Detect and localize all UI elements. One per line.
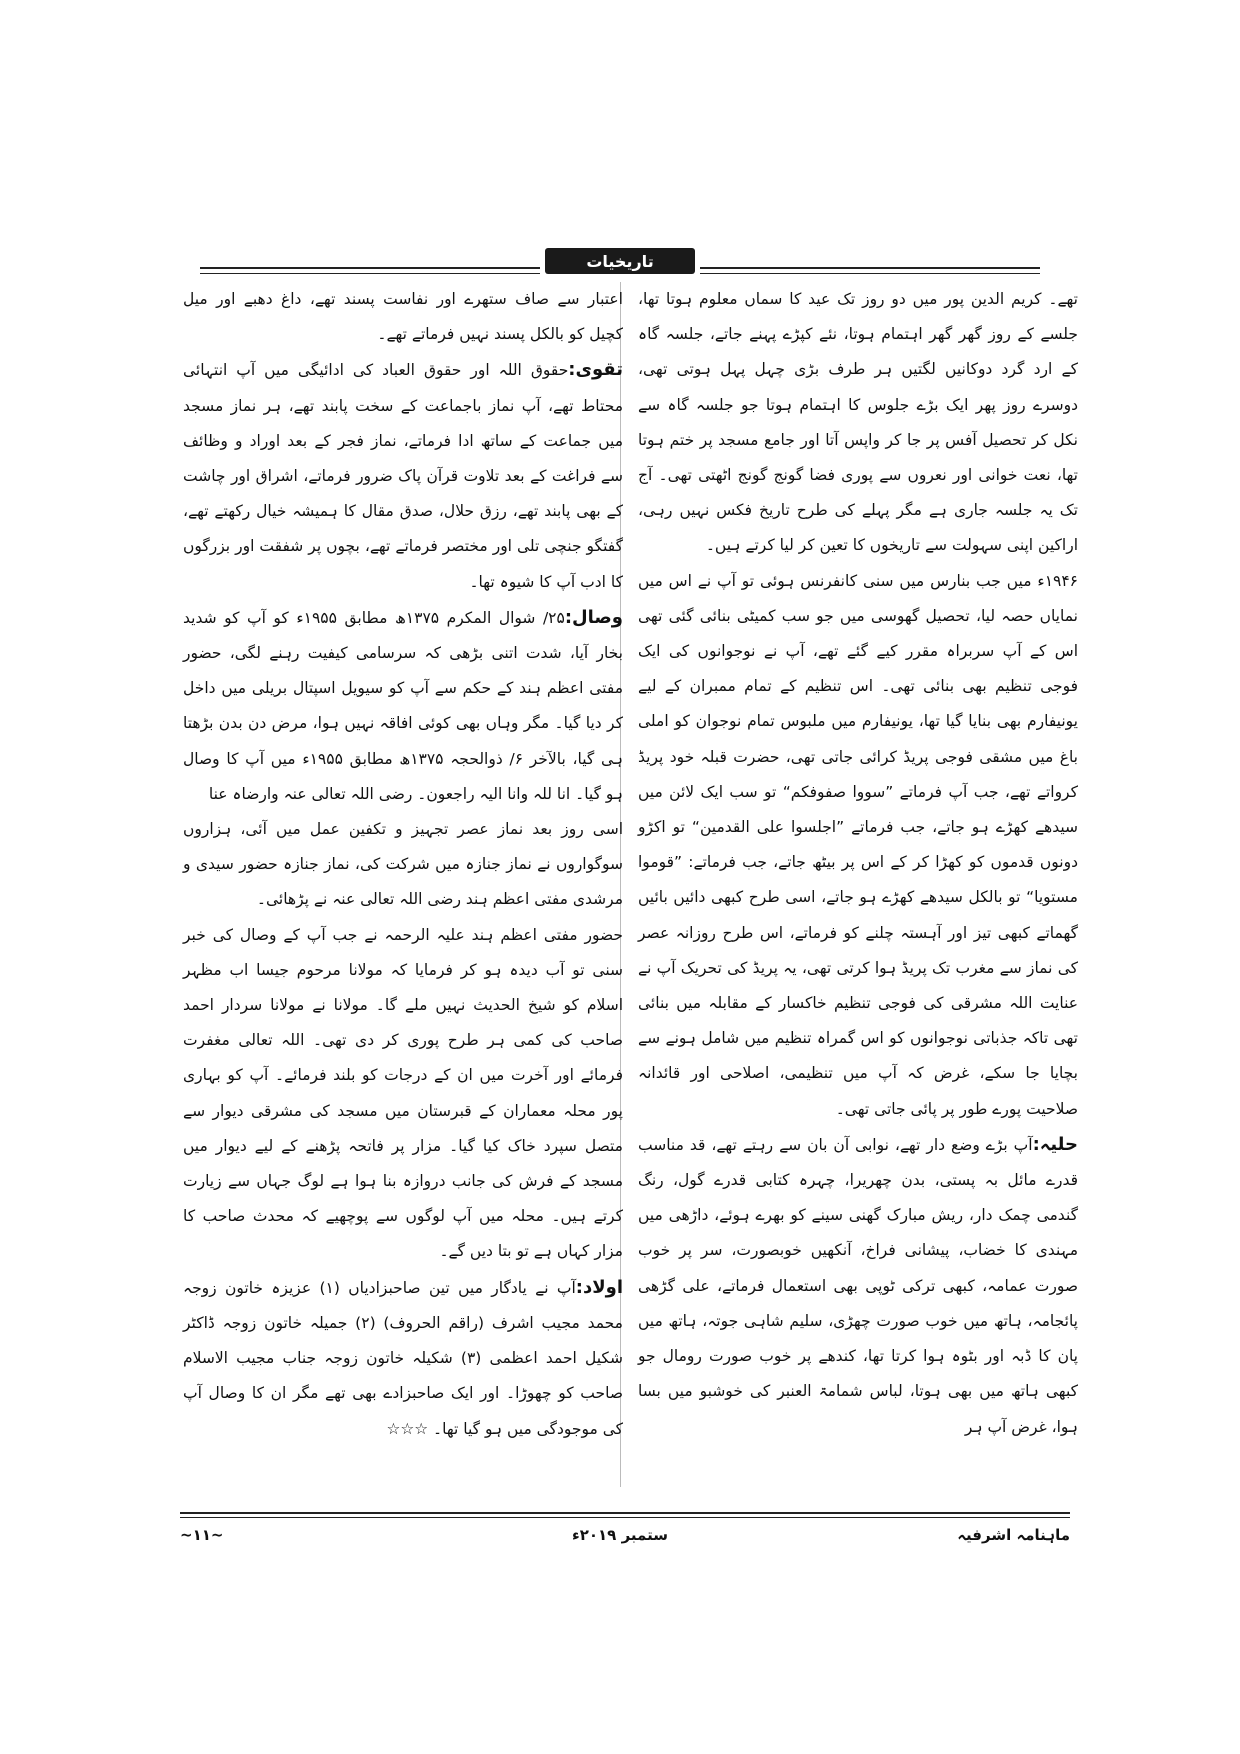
paragraph-text: آپ بڑے وضع دار تھے، نوابی آن بان سے رہتے تھے، قد مناسب قدرے مائل بہ پستی، بدن چھریرا، چہرہ کتابی قدرے گول، رنگ گندمی چمک دار، ریش مبارک گھنی سینے کو بھرے ہوئے، داڑھی میں مہندی کا خضاب، پیشانی فراخ، آنکھیں خوبصورت، سر پر خوب صورت عمامہ، کبھی ترکی ٹوپی بھی استعمال فرماتے، علی گڑھی پائجامہ، ہاتھ میں خوب صورت چھڑی، سلیم شاہی جوتہ، ہاتھ میں پان کا ڈبہ اور بٹوہ ہوا کرتا تھا، کندھے پر خوب صورت رومال جو کبھی ہاتھ میں بھی ہوتا، لباس شمامۃ العنبر کی خوشبو میں بسا ہوا، غرض آپ ہر (638, 1135, 1078, 1436)
paragraph (183, 812, 623, 918)
paragraph-heading: حلیہ: (1032, 1133, 1078, 1155)
paragraph (183, 1270, 623, 1447)
paragraph-text: ۲۵/ شوال المکرم ۱۳۷۵ھ مطابق ۱۹۵۵ء کو آپ کو شدید بخار آیا، شدت اتنی بڑھی کہ سرسامی کیفیت رہنے لگی، حضور مفتی اعظم ہند کے حکم سے آپ کو سیویل اسپتال بریلی میں داخل کر دیا گیا۔ مگر وہاں بھی کوئی افاقہ نہیں ہوا، مرض دن بدن بڑھتا ہی گیا، بالآخر ۶/ ذوالحجہ ۱۳۷۵ھ مطابق ۱۹۵۵ء میں آپ کا وصال ہو گیا۔ انا للہ وانا الیہ راجعون۔ رضی اللہ تعالی عنہ وارضاہ عنا (183, 608, 623, 803)
paragraph (638, 282, 1078, 564)
paragraph-heading: اولاد: (575, 1276, 623, 1298)
paragraph-text: اسی روز بعد نماز عصر تجہیز و تکفین عمل میں آئی، ہزاروں سوگواروں نے نماز جنازہ میں شرکت کی، نماز جنازہ حضور سیدی و مرشدی مفتی اعظم ہند رضی اللہ تعالی عنہ نے پڑھائی۔ (183, 820, 623, 909)
paragraph-text: حقوق اللہ اور حقوق العباد کی ادائیگی میں آپ انتہائی محتاط تھے، آپ نماز باجماعت کے سخت پابند تھے، ہر نماز مسجد میں جماعت کے ساتھ ادا فرماتے، نماز فجر کے بعد اوراد و وظائف سے فراغت کے بعد تلاوت قرآن پاک ضرور فرماتے، اشراق اور چاشت کے بھی پابند تھے، رزق حلال، صدق مقال کا ہمیشہ خیال رکھتے تھے، گفتگو جنچی تلی اور مختصر فرماتے تھے، بچوں پر شفقت اور بزرگوں کا ادب آپ کا شیوہ تھا۔ (183, 361, 623, 591)
paragraph (183, 352, 623, 599)
header-rule-right-thin (700, 273, 1040, 274)
right-column (638, 282, 1078, 1492)
paragraph (638, 1127, 1078, 1445)
paragraph-heading: تقوی: (568, 359, 623, 381)
footer-magazine-name: ماہنامہ اشرفیہ (957, 1526, 1070, 1544)
paragraph (183, 282, 623, 352)
footer-rule-thin (180, 1517, 1070, 1518)
footer-issue-date: ستمبر ۲۰۱۹ء (572, 1526, 668, 1544)
paragraph-text: آپ نے یادگار میں تین صاحبزادیاں (۱) عزیزہ خاتون زوجہ محمد مجیب اشرف (راقم الحروف) (۲) جمیلہ خاتون زوجہ ڈاکٹر شکیل احمد اعظمی (۳) شکیلہ خاتون زوجہ جناب مجیب الاسلام صاحب کو چھوڑا۔ اور ایک صاحبزادے بھی تھے مگر ان کا وصال آپ کی موجودگی میں ہو گیا تھا۔ ☆☆☆ (183, 1278, 623, 1438)
paragraph-text: ۱۹۴۶ء میں جب بنارس میں سنی کانفرنس ہوئی تو آپ نے اس میں نمایاں حصہ لیا، تحصیل گھوسی میں جو سب کمیٹی بنائی گئی تھی اس کے آپ سربراہ مقرر کیے گئے تھے، آپ نے نوجوانوں کی ایک فوجی تنظیم بھی بنائی تھی۔ اس تنظیم کے تمام ممبران کے لیے یونیفارم بھی بنایا گیا تھا، یونیفارم میں ملبوس تمام نوجوان کو املی باغ میں مشقی فوجی پریڈ کرائی جاتی تھی، حضرت قبلہ خود پریڈ کرواتے تھے، جب آپ فرماتے ”سووا صفوفکم“ تو سب ایک لائن میں سیدھے کھڑے ہو جاتے، جب فرماتے ”اجلسوا علی القدمین“ تو اکڑو دونوں قدموں کو کھڑا کر کے اس پر بیٹھ جاتے، جب فرماتے: ”قوموا مستویا“ تو بالکل سیدھے کھڑے ہو جاتے، اسی طرح کبھی دائیں بائیں گھماتے کبھی تیز اور آہستہ چلنے کو فرماتے، اس طرح روزانہ عصر کی نماز سے مغرب تک پریڈ ہوا کرتی تھی، یہ پریڈ کی تحریک آپ نے عنایت اللہ مشرقی کی فوجی تنظیم خاکسار کے مقابلہ میں بنائی تھی تاکہ جذباتی نوجوانوں کو اس گمراہ تنظیم میں شامل ہونے سے بچایا جا سکے، غرض کہ آپ میں تنظیمی، اصلاحی اور قائدانہ صلاحیت پورے طور پر پائی جاتی تھی۔ (638, 571, 1078, 1118)
paragraph (183, 600, 623, 812)
paragraph-text: تھے۔ کریم الدین پور میں دو روز تک عید کا سماں معلوم ہوتا تھا، جلسے کے روز گھر گھر اہتمام ہوتا، نئے کپڑے پہنے جاتے، جلسہ گاہ کے ارد گرد دوکانیں لگتیں ہر طرف بڑی چہل پہل ہوتی تھی، دوسرے روز پھر ایک بڑے جلوس کا اہتمام ہوتا جو جلسہ گاہ سے نکل کر تحصیل آفس پر جا کر واپس آتا اور جامع مسجد پر ختم ہوتا تھا، نعت خوانی اور نعروں سے پوری فضا گونج گونج اٹھتی تھی۔ آج تک یہ جلسہ جاری ہے مگر پہلے کی طرح تاریخ فکس نہیں رہی، اراکین اپنی سہولت سے تاریخوں کا تعین کر لیا کرتے ہیں۔ (638, 290, 1078, 555)
header-rule-left-thin (200, 273, 540, 274)
paragraph-heading: وصال: (564, 606, 623, 628)
paragraph-text: حضور مفتی اعظم ہند علیہ الرحمہ نے جب آپ کے وصال کی خبر سنی تو آب دیدہ ہو کر فرمایا کہ مولانا مرحوم جیسا اب مظہر اسلام کو شیخ الحدیث نہیں ملے گا۔ مولانا نے مولانا سردار احمد صاحب کی کمی ہر طرح پوری کر دی تھی۔ اللہ تعالی مغفرت فرمائے اور آخرت میں ان کے درجات کو بلند فرمائے۔ آپ کو بہاری پور محلہ معماران کے قبرستان میں مسجد کی مشرقی دیوار سے متصل سپرد خاک کیا گیا۔ مزار پر فاتحہ پڑھنے کے لیے دیوار میں مسجد کے فرش کی جانب دروازہ بنا ہوا ہے لوگ جہاں سے زیارت کرتے ہیں۔ محلہ میں آپ لوگوں سے پوچھیے کہ محدث صاحب کا مزار کہاں ہے تو بتا دیں گے۔ (183, 925, 623, 1261)
paragraph (638, 564, 1078, 1127)
paragraph (183, 918, 623, 1270)
paragraph-text: اعتبار سے صاف ستھرے اور نفاست پسند تھے، داغ دھبے اور میل کچیل کو بالکل پسند نہیں فرماتے تھے۔ (183, 290, 623, 344)
left-column (183, 282, 623, 1492)
footer-rule (180, 1512, 1070, 1514)
header-rule-left (200, 267, 540, 269)
header-rule-right (700, 267, 1040, 269)
page-number: ~۱۱~ (180, 1526, 224, 1544)
section-title: تاریخیات (545, 248, 695, 274)
